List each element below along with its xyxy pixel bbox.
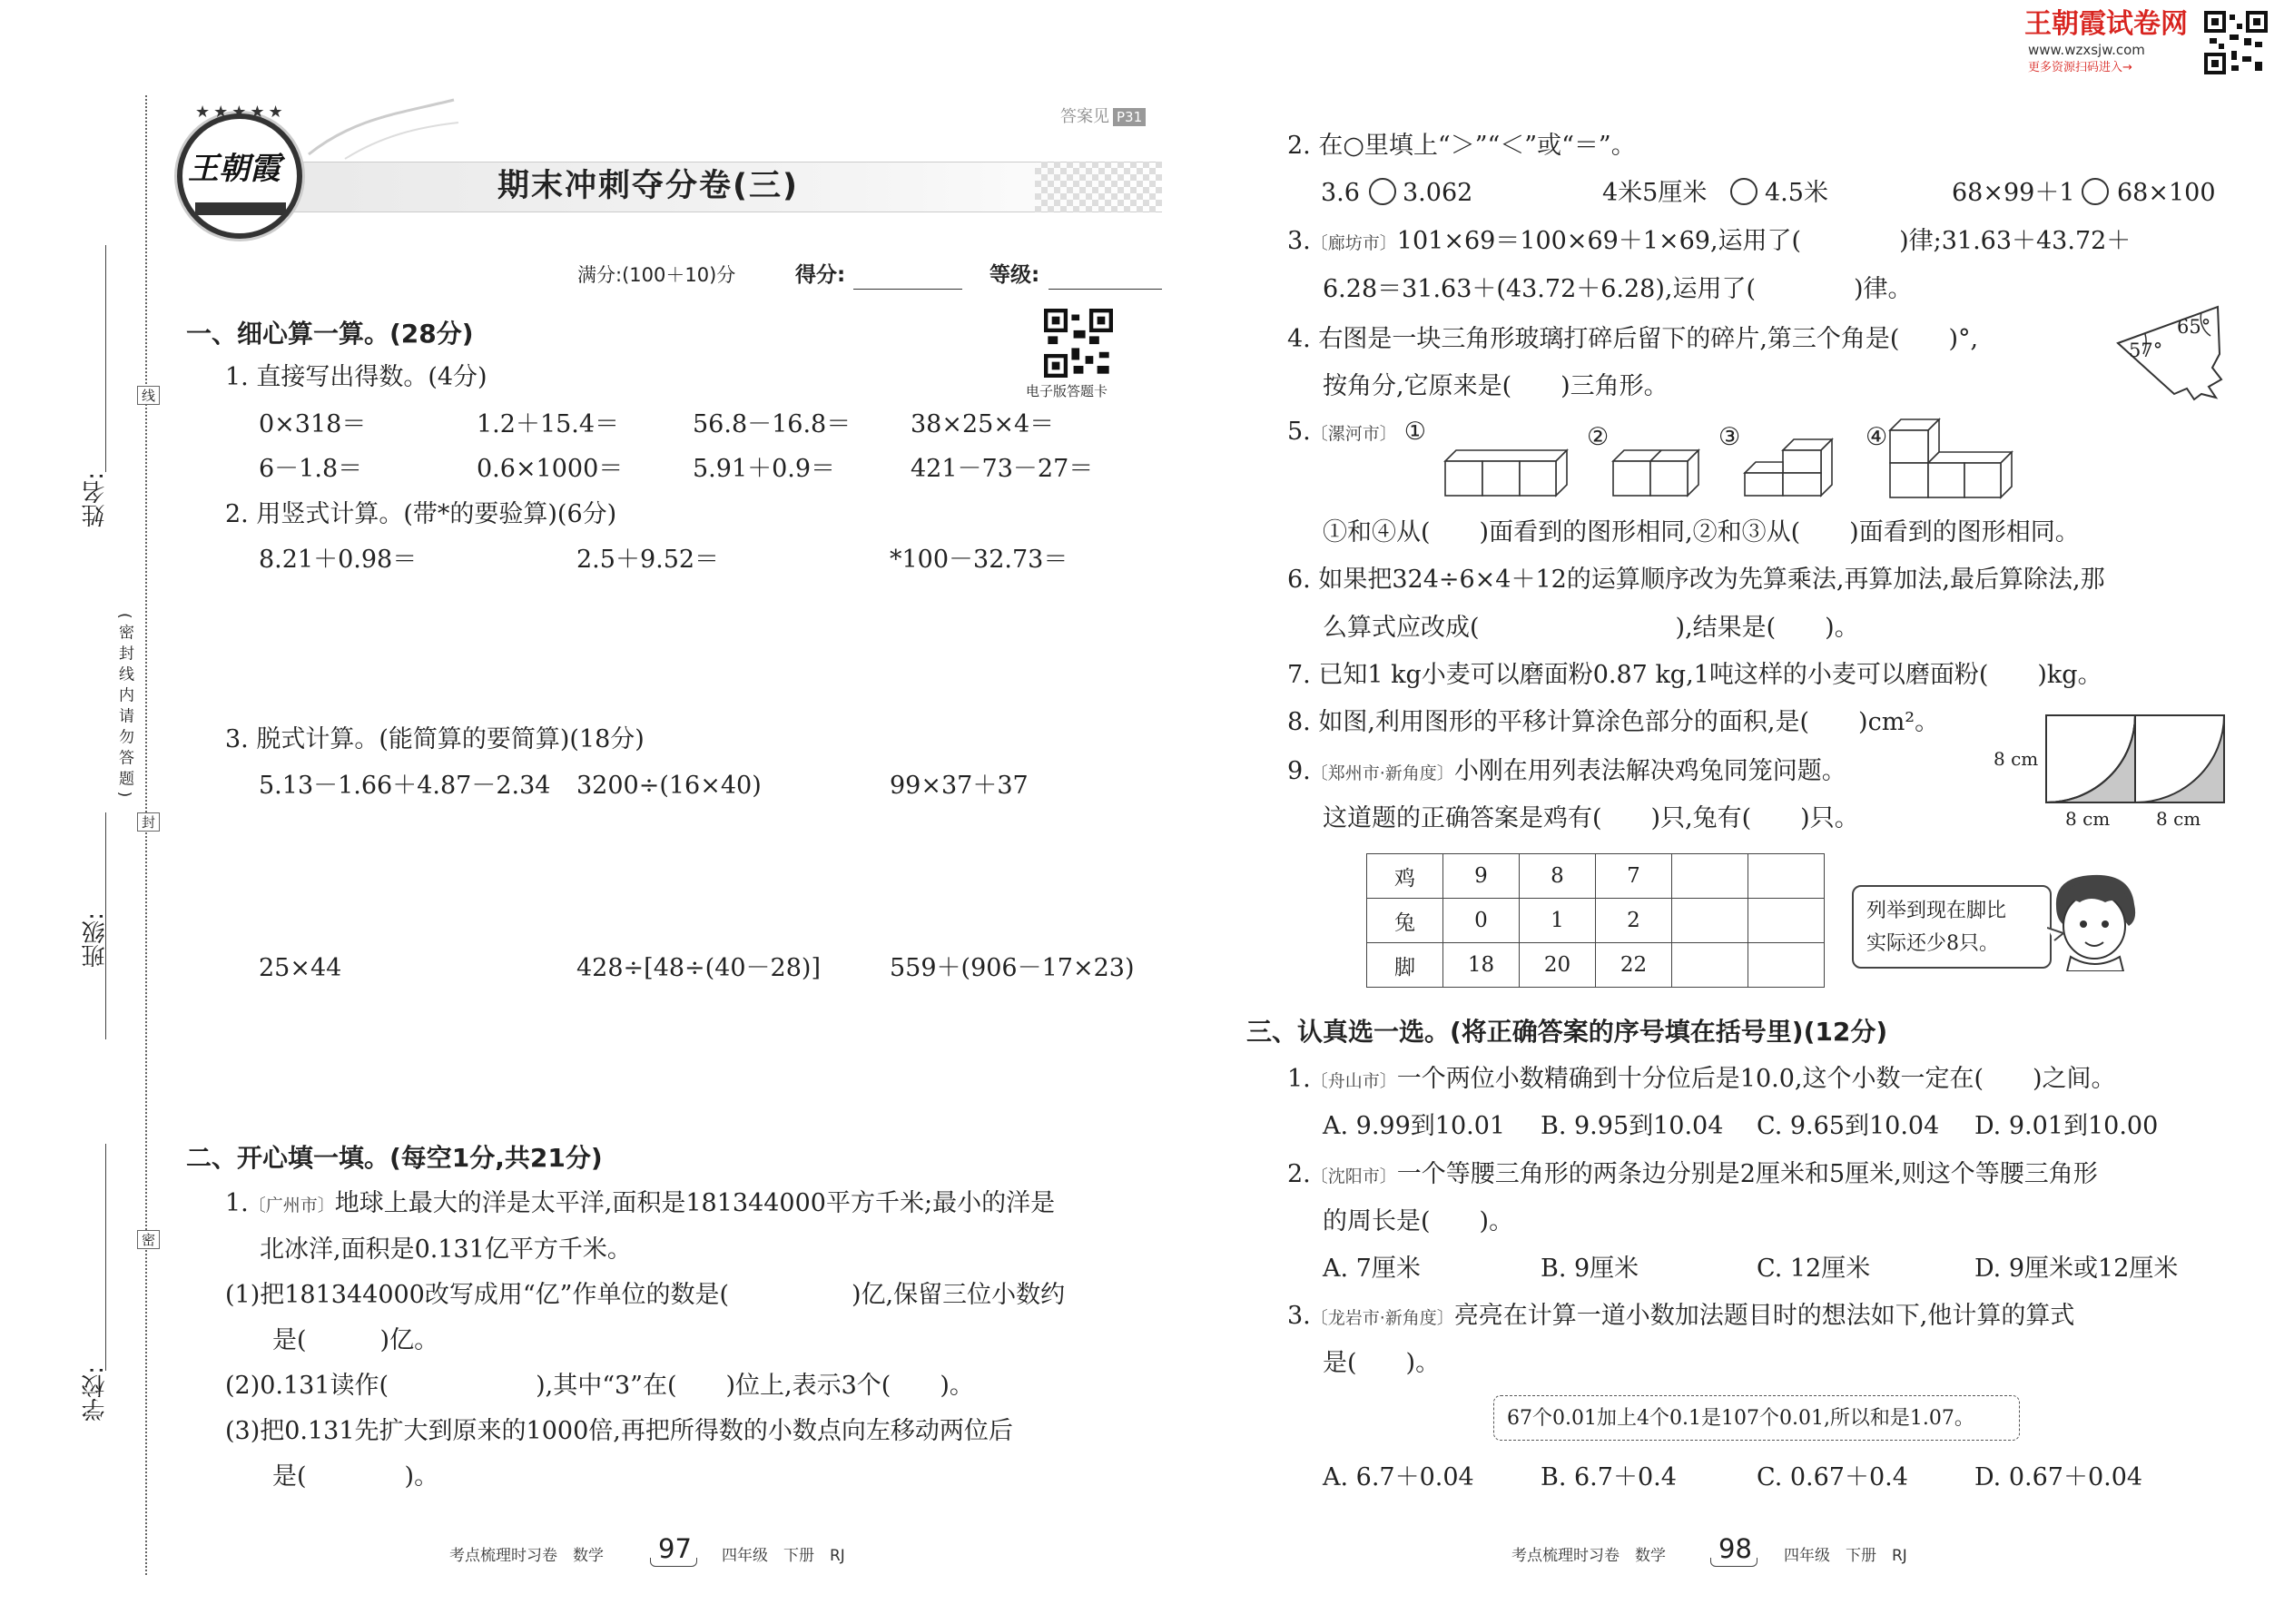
binding-notice: (密封线内请勿答题) [115, 613, 133, 803]
table-cell: 鸡 [1367, 854, 1443, 899]
page-title: 期末冲刺夺分卷(三) [497, 168, 799, 204]
q1-item: 0×318＝ [259, 410, 367, 438]
answer-page-badge: P31 [1113, 108, 1146, 126]
r-q7-line: 7. 已知1 kg小麦可以磨面粉0.87 kg,1吨这样的小麦可以磨面粉( )kg。 [1287, 661, 2102, 689]
q3-item: 559＋(906－17×23) [890, 954, 1135, 982]
q1-item: 56.8－16.8＝ [693, 410, 852, 438]
f1-3-line-a: (3)把0.131先扩大到原来的1000倍,再把所得数的小数点向左移动两位后 [225, 1417, 1013, 1445]
table-cell: 0 [1443, 899, 1520, 943]
cube-figure-3 [1743, 434, 1843, 499]
brand-name: 王朝霞试卷网 [2024, 8, 2188, 40]
dim-label: 8 cm [2065, 808, 2111, 830]
r-q2-item-left: 68×99＋1 [1952, 179, 2075, 207]
compare-circle[interactable] [2082, 178, 2109, 205]
f1-3-line-b: 是( )。 [272, 1462, 439, 1491]
q2-prompt: 2. 用竖式计算。(带*的要验算)(6分) [225, 500, 617, 528]
logo-strip [195, 202, 286, 215]
section-2-heading: 二、开心填一填。(每空1分,共21分) [186, 1143, 603, 1173]
region-tag: 〔舟山市〕 [1310, 1071, 1397, 1091]
r-q8-line: 8. 如图,利用图形的平移计算涂色部分的面积,是( )cm²。 [1287, 708, 1940, 736]
f1-1-line-b: 是( )亿。 [272, 1326, 439, 1354]
c2-option[interactable]: B. 9厘米 [1541, 1255, 1639, 1283]
footer-right-page: 98 [1718, 1533, 1752, 1564]
title-checker [1035, 162, 1162, 212]
q4-angle-57: 57° [2129, 340, 2163, 361]
ribbon-decoration [300, 91, 463, 163]
bubble-line: 列举到现在脚比 [1866, 900, 2007, 922]
r-c2-line-b: 的周长是( )。 [1323, 1207, 1514, 1235]
footer-right-book: 考点梳理时习卷 数学 [1511, 1547, 1666, 1565]
boy-avatar [2047, 870, 2147, 971]
speech-bubble [1852, 885, 2052, 969]
brand-qr-icon[interactable] [2204, 11, 2268, 74]
q3-item: 428÷[48÷(40－28)] [576, 954, 821, 982]
table-row [1367, 854, 1825, 899]
q3-prompt: 3. 脱式计算。(能简算的要简算)(18分) [225, 725, 645, 753]
answer-card-qr-icon[interactable] [1044, 309, 1113, 378]
q1-item: 38×25×4＝ [911, 410, 1055, 438]
section-1-heading: 一、细心算一算。(28分) [186, 319, 474, 349]
q3-item: 25×44 [259, 954, 342, 982]
full-marks: 满分:(100＋10)分 [577, 264, 736, 286]
dim-label: 8 cm [1994, 748, 2039, 770]
c3-option[interactable]: C. 0.67＋0.4 [1757, 1463, 1908, 1491]
footer-left-page-bracket [650, 1558, 697, 1567]
q2-item: *100－32.73＝ [890, 546, 1068, 574]
c2-option[interactable]: C. 12厘米 [1757, 1255, 1871, 1283]
f1-line-a: 1.〔广州市〕地球上最大的洋是太平洋,面积是181344000平方千米;最小的洋是 [225, 1189, 1056, 1217]
c3-option[interactable]: B. 6.7＋0.4 [1541, 1463, 1677, 1491]
q1-item: 1.2＋15.4＝ [477, 410, 620, 438]
r-q4-line-b: 按角分,它原来是( )三角形。 [1323, 372, 1669, 400]
grade-label: 等级: [989, 263, 1040, 287]
table-cell: 22 [1596, 943, 1672, 988]
table-cell[interactable] [1672, 899, 1748, 943]
cube-label: ④ [1866, 423, 1888, 451]
r-q2-item-left: 4米5厘米 [1602, 179, 1708, 207]
c2-option[interactable]: D. 9厘米或12厘米 [1974, 1255, 2179, 1283]
r-q3-line-a: 3.〔廊坊市〕101×69＝100×69＋1×69,运用了( )律;31.63＋43.72＋ [1287, 227, 2132, 255]
bubble-line: 实际还少8只。 [1866, 932, 1999, 955]
r-q4-line-a: 4. 右图是一块三角形玻璃打碎后留下的碎片,第三个角是( )°, [1287, 325, 1979, 353]
table-cell: 7 [1596, 854, 1672, 899]
q2-item: 2.5＋9.52＝ [576, 546, 720, 574]
r-q2-item-left: 3.6 [1321, 179, 1360, 207]
q1-item: 5.91＋0.9＝ [693, 455, 836, 483]
c1-option[interactable]: C. 9.65到10.04 [1757, 1112, 1940, 1140]
table-cell: 兔 [1367, 899, 1443, 943]
r-q6-line-a: 6. 如果把324÷6×4＋12的运算顺序改为先算乘法,再算加法,最后算除法,那 [1287, 566, 2105, 594]
cube-label: ③ [1718, 423, 1741, 451]
footer-right-page-bracket [1710, 1558, 1757, 1567]
r-c3-line-b: 是( )。 [1323, 1349, 1441, 1377]
logo-stars: ★★★★★ [195, 103, 287, 122]
footer-left-book: 考点梳理时习卷 数学 [449, 1547, 604, 1565]
table-cell: 2 [1596, 899, 1672, 943]
region-tag: 〔沈阳市〕 [1310, 1166, 1397, 1186]
table-cell: 9 [1443, 854, 1520, 899]
r-q2-item-right: 68×100 [2117, 179, 2216, 207]
r-q2-item-right: 3.062 [1403, 179, 1473, 207]
cube-figure-1 [1443, 445, 1570, 499]
binding-school-line [105, 1144, 106, 1371]
shaded-area-figure [2044, 714, 2226, 804]
compare-circle[interactable] [1369, 178, 1396, 205]
r-q3-line-b: 6.28＝31.63＋(43.72＋6.28),运用了( )律。 [1323, 275, 1913, 303]
binding-school-label: 学校: [82, 1366, 109, 1422]
footer-left-grade: 四年级 下册 RJ [722, 1547, 845, 1565]
q3-item: 99×37＋37 [890, 772, 1029, 800]
table-row [1367, 943, 1825, 988]
f1-2-line: (2)0.131读作( ),其中“3”在( )位上,表示3个( )。 [225, 1372, 974, 1400]
c1-option[interactable]: A. 9.99到10.01 [1323, 1112, 1506, 1140]
answer-ref: 答案见 P31 [1060, 109, 1146, 125]
score-field[interactable] [853, 289, 962, 290]
cube-label: ① [1403, 418, 1426, 446]
dim-label: 8 cm [2156, 808, 2201, 830]
binding-line-mark: 线 [137, 386, 160, 405]
r-q2-item-right: 4.5米 [1765, 179, 1828, 207]
region-tag: 〔漯河市〕 [1310, 424, 1397, 444]
r-q9-line-a: 9.〔郑州市·新角度〕小刚在用列表法解决鸡兔同笼问题。 [1287, 757, 1846, 785]
q1-item: 421－73－27＝ [911, 455, 1094, 483]
footer-left-page: 97 [658, 1533, 692, 1564]
table-cell: 1 [1520, 899, 1596, 943]
cube-label: ② [1587, 423, 1610, 451]
binding-name-label: 姓名: [82, 472, 109, 527]
binding-name-line [105, 245, 106, 472]
table-cell: 8 [1520, 854, 1596, 899]
section-3-heading: 三、认真选一选。(将正确答案的序号填在括号里)(12分) [1246, 1017, 1888, 1047]
c3-option[interactable]: D. 0.67＋0.04 [1974, 1463, 2143, 1491]
q3-item: 3200÷(16×40) [576, 772, 762, 800]
f1-line-b: 北冰洋,面积是0.131亿平方千米。 [260, 1235, 632, 1264]
table-cell: 脚 [1367, 943, 1443, 988]
table-cell[interactable] [1748, 854, 1825, 899]
score-label: 得分: [795, 263, 846, 287]
footer-right-grade: 四年级 下册 RJ [1784, 1547, 1907, 1565]
binding-dotted-line [145, 95, 147, 1575]
region-tag: 〔广州市〕 [248, 1196, 335, 1216]
table-cell[interactable] [1748, 899, 1825, 943]
brand-block [2024, 9, 2288, 77]
q1-item: 6－1.8＝ [259, 455, 363, 483]
c1-option[interactable]: B. 9.95到10.04 [1541, 1112, 1724, 1140]
r-q6-line-b: 么算式应改成( ),结果是( )。 [1323, 614, 1859, 642]
r-q9-line-b: 这道题的正确答案是鸡有( )只,兔有( )只。 [1323, 804, 1859, 832]
q3-item: 5.13－1.66＋4.87－2.34 [259, 772, 551, 800]
thought-text: 67个0.01加上4个0.1是107个0.01,所以和是1.07。 [1507, 1407, 1974, 1430]
r-c3-line-a: 3.〔龙岩市·新角度〕亮亮在计算一道小数加法题目时的想法如下,他计算的算式 [1287, 1302, 2075, 1330]
grade-field[interactable] [1049, 289, 1162, 290]
q4-angle-65: 65° [2177, 316, 2211, 338]
r-c1-line: 1.〔舟山市〕一个两位小数精确到十分位后是10.0,这个小数一定在( )之间。 [1287, 1065, 2116, 1093]
compare-circle[interactable] [1730, 178, 1757, 205]
r-c2-line-a: 2.〔沈阳市〕一个等腰三角形的两条边分别是2厘米和5厘米,则这个等腰三角形 [1287, 1160, 2098, 1188]
r-q5-line: 5.〔漯河市〕 ① [1287, 418, 1426, 446]
table-cell: 18 [1443, 943, 1520, 988]
logo-badge [177, 103, 302, 239]
table-cell[interactable] [1748, 943, 1825, 988]
brand-url[interactable]: www.wzxsjw.com [2028, 42, 2145, 58]
region-tag: 〔龙岩市·新角度〕 [1310, 1308, 1454, 1328]
q1-prompt: 1. 直接写出得数。(4分) [225, 363, 487, 391]
q2-item: 8.21＋0.98＝ [259, 546, 418, 574]
f1-1-line-a: (1)把181344000改写成用“亿”作单位的数是( )亿,保留三位小数约 [225, 1281, 1066, 1309]
c1-option[interactable]: D. 9.01到10.00 [1974, 1112, 2159, 1140]
binding-class-label: 班级: [82, 912, 109, 968]
c2-option[interactable]: A. 7厘米 [1323, 1255, 1421, 1283]
region-tag: 〔郑州市·新角度〕 [1310, 763, 1454, 783]
r-q2-prompt: 2. 在○里填上“＞”“＜”或“＝”。 [1287, 132, 1636, 160]
table-cell[interactable] [1672, 943, 1748, 988]
table-cell[interactable] [1672, 854, 1748, 899]
c3-option[interactable]: A. 6.7＋0.04 [1323, 1463, 1474, 1491]
logo-text: 王朝霞 [188, 151, 281, 187]
binding-secret-mark: 密 [137, 1230, 160, 1249]
q1-item: 0.6×1000＝ [477, 455, 624, 483]
cube-figure-4 [1888, 418, 2015, 499]
region-tag: 〔廊坊市〕 [1310, 233, 1397, 253]
table-cell: 20 [1520, 943, 1596, 988]
qr-caption: 电子版答题卡 [1026, 383, 1108, 399]
cube-figure-2 [1611, 445, 1702, 499]
brand-tagline: 更多资源扫码进入→ [2028, 61, 2132, 74]
chicken-rabbit-table [1366, 853, 1825, 988]
r-q5-answer-line: ①和④从( )面看到的图形相同,②和③从( )面看到的图形相同。 [1323, 518, 2080, 546]
binding-seal-mark: 封 [137, 812, 160, 832]
table-row [1367, 899, 1825, 943]
